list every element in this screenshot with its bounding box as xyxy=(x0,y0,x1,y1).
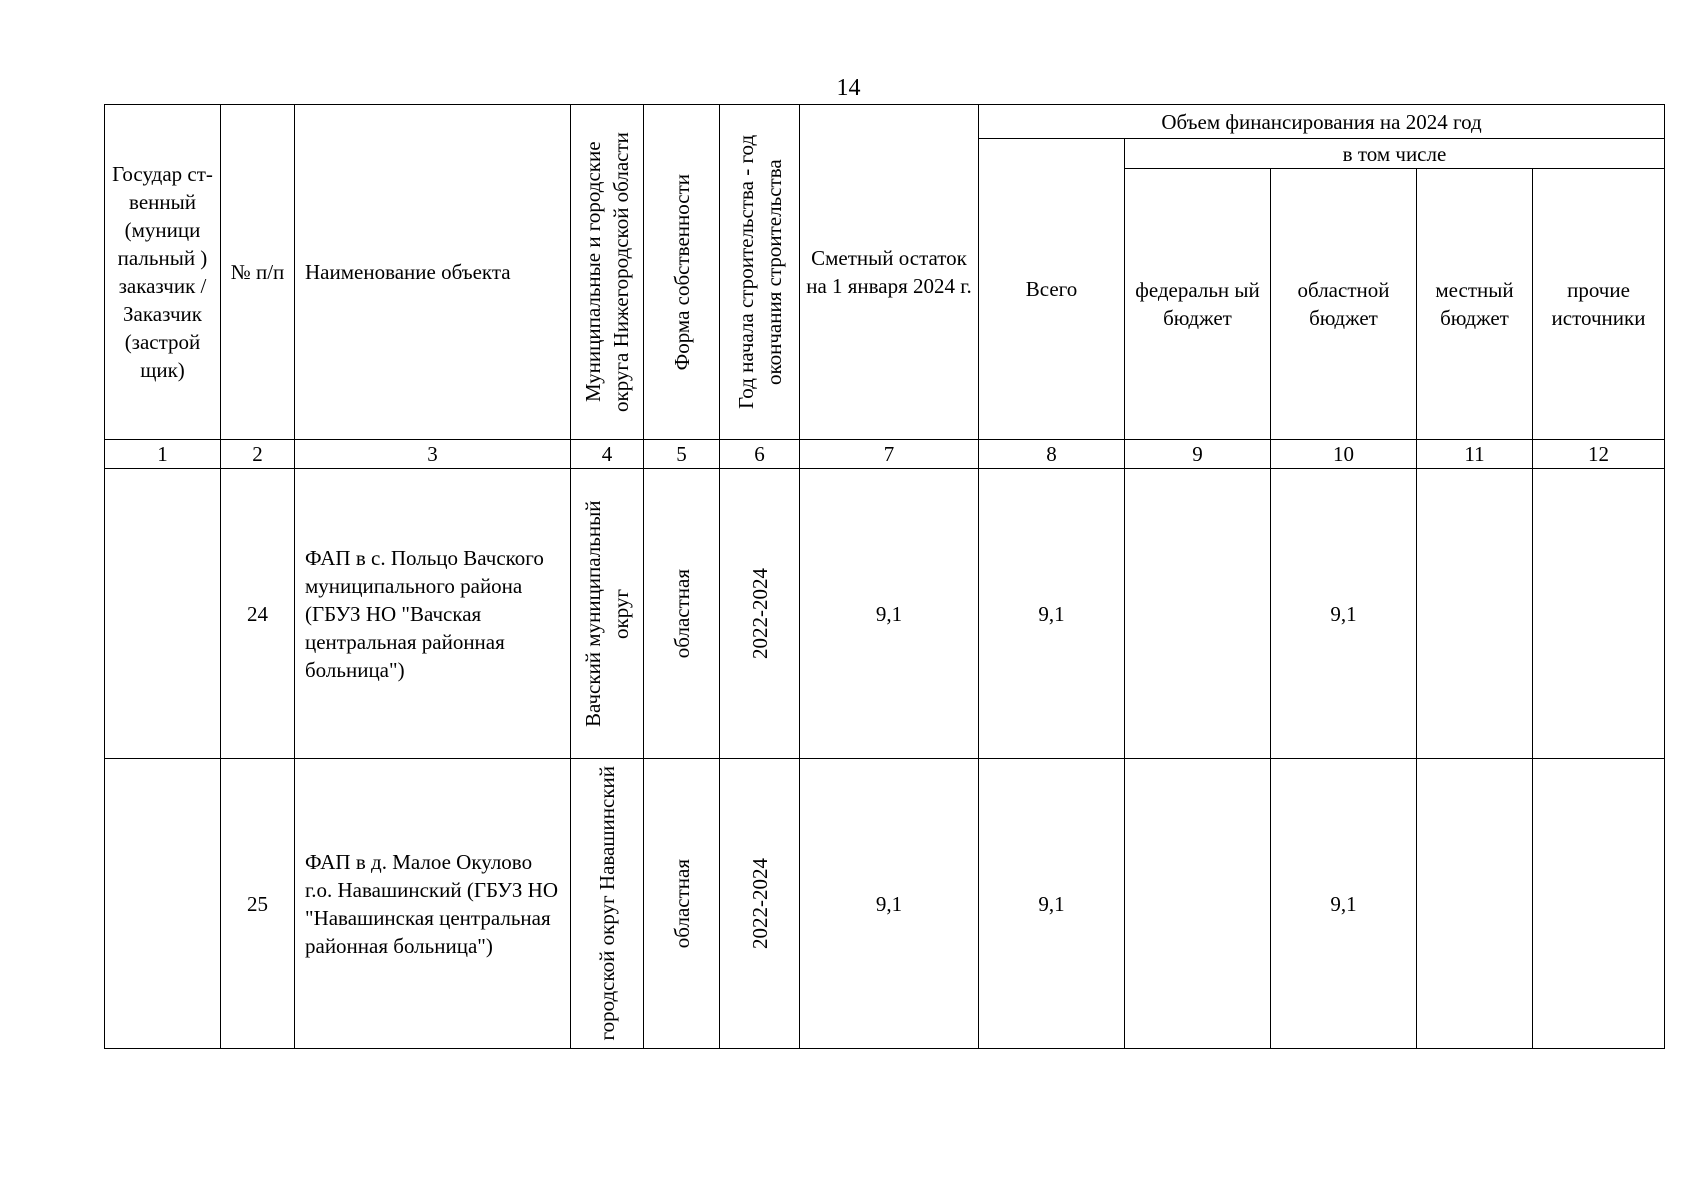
cell-remaining: 9,1 xyxy=(800,469,979,759)
header-funding-group-label: Объем финансирования на 2024 год xyxy=(1161,109,1482,134)
header-ownership-label: Форма собственности xyxy=(669,173,694,371)
header-remaining xyxy=(800,105,979,440)
cell-total: 9,1 xyxy=(979,469,1125,759)
header-row-1 xyxy=(105,105,1665,139)
header-other xyxy=(1533,169,1665,440)
cell-regional: 9,1 xyxy=(1271,469,1417,759)
cell-customer xyxy=(105,759,221,1049)
cell-regional: 9,1 xyxy=(1271,759,1417,1049)
cell-object-name: ФАП в д. Малое Окулово г.о. Навашинский (ГБУЗ НО "Навашинская центральная районная больница") xyxy=(295,759,571,1049)
cell-years-text: 2022-2024 xyxy=(747,568,772,659)
header-object-name xyxy=(295,105,571,440)
column-number: 12 xyxy=(1533,440,1665,469)
column-number: 9 xyxy=(1125,440,1271,469)
investment-table xyxy=(104,104,1665,1049)
cell-federal xyxy=(1125,759,1271,1049)
column-number: 3 xyxy=(295,440,571,469)
page-number: 14 xyxy=(836,75,861,101)
header-num xyxy=(221,105,295,440)
header-num-label: № п/п xyxy=(230,260,285,284)
header-federal-label: федеральн ый бюджет xyxy=(1135,278,1260,330)
cell-years xyxy=(720,759,800,1049)
table-row xyxy=(105,469,1665,759)
cell-local xyxy=(1417,759,1533,1049)
header-regional xyxy=(1271,169,1417,440)
header-local xyxy=(1417,169,1533,440)
cell-customer xyxy=(105,469,221,759)
column-number: 10 xyxy=(1271,440,1417,469)
cell-federal xyxy=(1125,469,1271,759)
header-total-label: Всего xyxy=(1025,277,1078,301)
column-number: 1 xyxy=(105,440,221,469)
cell-municipality-text: Вачский муниципальный округ xyxy=(581,500,633,727)
cell-local xyxy=(1417,469,1533,759)
cell-total: 9,1 xyxy=(979,759,1125,1049)
header-object-name-label: Наименование объекта xyxy=(305,260,511,284)
cell-other xyxy=(1533,759,1665,1049)
header-ownership xyxy=(644,105,720,440)
header-years xyxy=(720,105,800,440)
cell-other xyxy=(1533,469,1665,759)
header-total xyxy=(979,139,1125,440)
cell-years xyxy=(720,469,800,759)
cell-object-name: ФАП в с. Польцо Вачского муниципального района (ГБУЗ НО "Вачская центральная районная больница") xyxy=(295,469,571,759)
column-numbers-row xyxy=(105,440,1665,469)
column-number: 4 xyxy=(571,440,644,469)
header-customer-label: Государ ст-венный (муници пальный ) заказчик / Заказчик (застрой щик) xyxy=(112,162,213,382)
header-other-label: прочие источники xyxy=(1551,278,1646,330)
cell-remaining: 9,1 xyxy=(800,759,979,1049)
header-customer xyxy=(105,105,221,440)
column-number: 11 xyxy=(1417,440,1533,469)
header-including-label: в том числе xyxy=(1342,141,1447,166)
cell-municipality xyxy=(571,759,644,1049)
cell-ownership-text: областная xyxy=(669,568,694,659)
column-number: 6 xyxy=(720,440,800,469)
header-federal xyxy=(1125,169,1271,440)
cell-num: 25 xyxy=(221,759,295,1049)
column-number: 8 xyxy=(979,440,1125,469)
column-number: 2 xyxy=(221,440,295,469)
header-including xyxy=(1125,139,1665,169)
header-municipality xyxy=(571,105,644,440)
cell-municipality-text: городской округ Навашинский xyxy=(595,766,619,1041)
cell-ownership xyxy=(644,469,720,759)
header-municipality-label: Муниципальные и городские округа Нижегородской области xyxy=(581,132,633,412)
table-row xyxy=(105,759,1665,1049)
cell-ownership xyxy=(644,759,720,1049)
cell-years-text: 2022-2024 xyxy=(747,858,772,949)
header-remaining-label: Сметный остаток на 1 января 2024 г. xyxy=(806,246,972,298)
header-regional-label: областной бюджет xyxy=(1297,278,1390,330)
cell-ownership-text: областная xyxy=(669,858,694,949)
header-local-label: местный бюджет xyxy=(1435,278,1514,330)
column-number: 7 xyxy=(800,440,979,469)
cell-num: 24 xyxy=(221,469,295,759)
cell-municipality xyxy=(571,469,644,759)
column-number: 5 xyxy=(644,440,720,469)
header-funding-group xyxy=(979,105,1665,139)
header-years-label: Год начала строительства - год окончания строительства xyxy=(733,134,786,410)
